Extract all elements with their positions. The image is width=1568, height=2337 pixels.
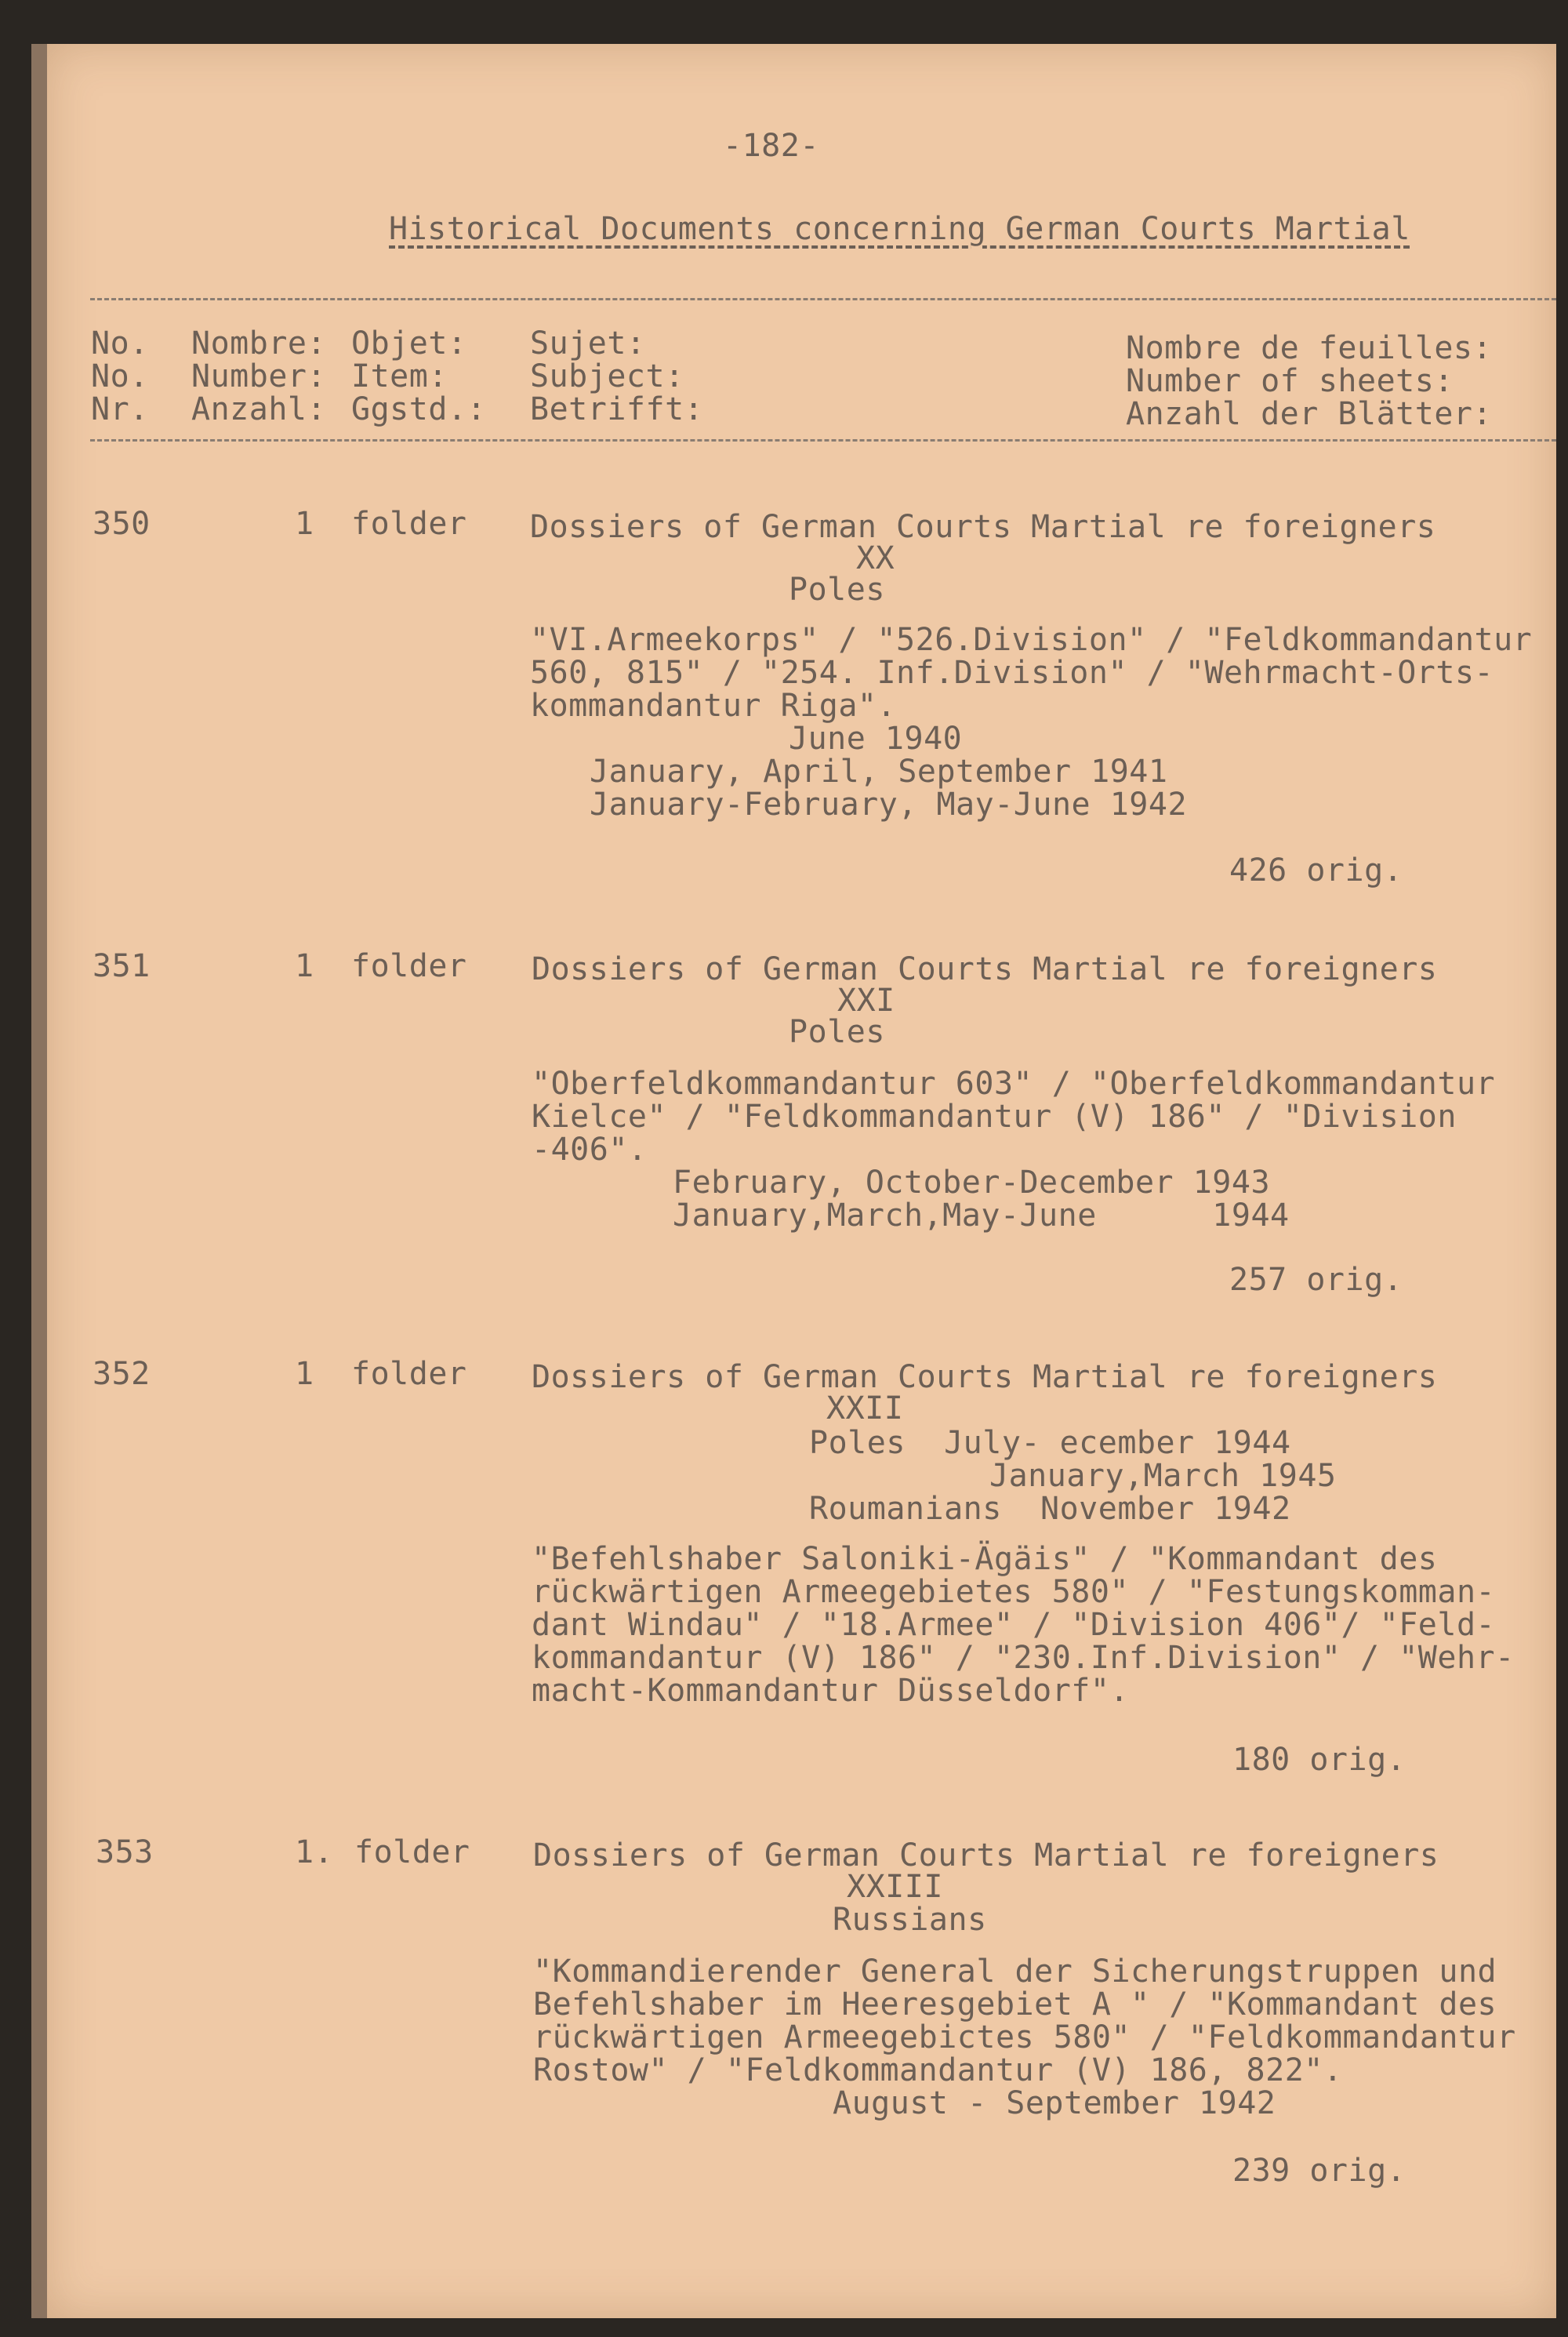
entry-units-line: "VI.Armeekorps" / "526.Division" / "Feldkommandantur [530,622,1533,658]
header-sheets-de: Anzahl der Blätter: [1126,396,1493,432]
entry-units-line: "Kommandierender General der Sicherungstruppen und [533,1954,1497,1990]
header-rule-bottom [90,439,1556,442]
entry-date-line: February, October-December 1943 [673,1165,1271,1201]
entry-number: 351 [93,948,151,984]
entry-roman: XXIII [847,1869,943,1905]
entry-units-line: dant Windau" / "18.Armee" / "Division 406"/ "Feld- [532,1607,1496,1643]
entry-sheets: 426 orig. [1229,852,1403,889]
entry-item: folder [351,1356,467,1392]
header-subject-de: Betrifft: [530,391,704,427]
entry-roman: XXI [837,983,895,1019]
entry-count: 1 [295,506,314,542]
entry-number: 352 [93,1356,151,1392]
entry-group: Russians [833,1902,987,1938]
header-subject-fr: Sujet: [530,325,646,362]
entry-count: 1 [295,948,314,984]
entry-count: 1. [295,1834,334,1870]
entry-units-line: "Befehlshaber Saloniki-Ägäis" / "Kommandant des [532,1541,1438,1577]
header-item-en: Item: [351,358,448,394]
entry-title: Dossiers of German Courts Martial re foreigners [532,1359,1438,1395]
header-number-fr: Nombre: [191,325,327,362]
page-spine [31,44,49,2318]
entry-date-line: January,March,May-June 1944 [673,1198,1290,1234]
entry-sheets: 180 orig. [1232,1742,1406,1778]
entry-item: folder [351,506,467,542]
entry-units-line: Rostow" / "Feldkommandantur (V) 186, 822". [533,2052,1343,2088]
entry-units-line: Kielce" / "Feldkommandantur (V) 186" / "Division [532,1099,1457,1135]
header-sheets-en: Number of sheets: [1126,363,1454,399]
entry-units-line: kommandantur (V) 186" / "230.Inf.Division" / "Wehr- [532,1640,1515,1676]
entry-units-line: rückwärtigen Armeegebietes 580" / "Festungskomman- [532,1574,1496,1610]
entry-roman: XXII [826,1390,904,1427]
entry-date-line: January, April, September 1941 [590,754,1168,790]
header-subject-en: Subject: [530,358,684,394]
entry-item: folder [351,948,467,984]
entry-title: Dossiers of German Courts Martial re foreigners [530,509,1436,545]
entry-number: 353 [96,1834,154,1870]
header-no-en: No. [91,358,149,394]
entry-units-line: rückwärtigen Armeegebictes 580" / "Feldkommandantur [533,2019,1516,2055]
entry-units-line: 560, 815" / "254. Inf.Division" / "Wehrmacht-Orts- [530,655,1494,691]
entry-count: 1 [295,1356,314,1392]
entry-date-line: Roumanians November 1942 [809,1491,1291,1527]
document-title: Historical Documents concerning German Courts Martial [389,211,1410,247]
header-no-fr: No. [91,325,149,362]
entry-date-line: June 1940 [789,721,963,757]
entry-number: 350 [93,506,151,542]
entry-title: Dossiers of German Courts Martial re foreigners [532,951,1438,987]
entry-units-line: "Oberfeldkommandantur 603" / "Oberfeldkommandantur [532,1066,1496,1102]
entry-units-line: -406". [532,1132,648,1168]
header-item-fr: Objet: [351,325,467,362]
header-no-de: Nr. [91,391,149,427]
page-number: -182- [723,128,819,164]
header-number-de: Anzahl: [191,391,327,427]
entry-sheets: 257 orig. [1229,1262,1403,1298]
entry-item: folder [354,1834,470,1870]
header-number-en: Number: [191,358,327,394]
header-item-de: Ggstd.: [351,391,487,427]
entry-date-line: Poles July- ecember 1944 [809,1425,1291,1461]
entry-sheets: 239 orig. [1232,2153,1406,2189]
entry-units-line: Befehlshaber im Heeresgebiet A " / "Kommandant des [533,1986,1497,2023]
header-rule-top [90,298,1556,300]
entry-roman: XX [856,540,895,576]
entry-date-line: January,March 1945 [989,1458,1337,1494]
entry-date-line: August - September 1942 [833,2085,1276,2121]
header-sheets-fr: Nombre de feuilles: [1126,330,1493,366]
entry-title: Dossiers of German Courts Martial re foreigners [533,1837,1439,1874]
entry-group: Poles [789,572,885,608]
entry-units-line: macht-Kommandantur Düsseldorf". [532,1673,1130,1709]
entry-date-line: January-February, May-June 1942 [590,787,1188,823]
entry-units-line: kommandantur Riga". [530,688,897,724]
entry-group: Poles [789,1014,885,1050]
